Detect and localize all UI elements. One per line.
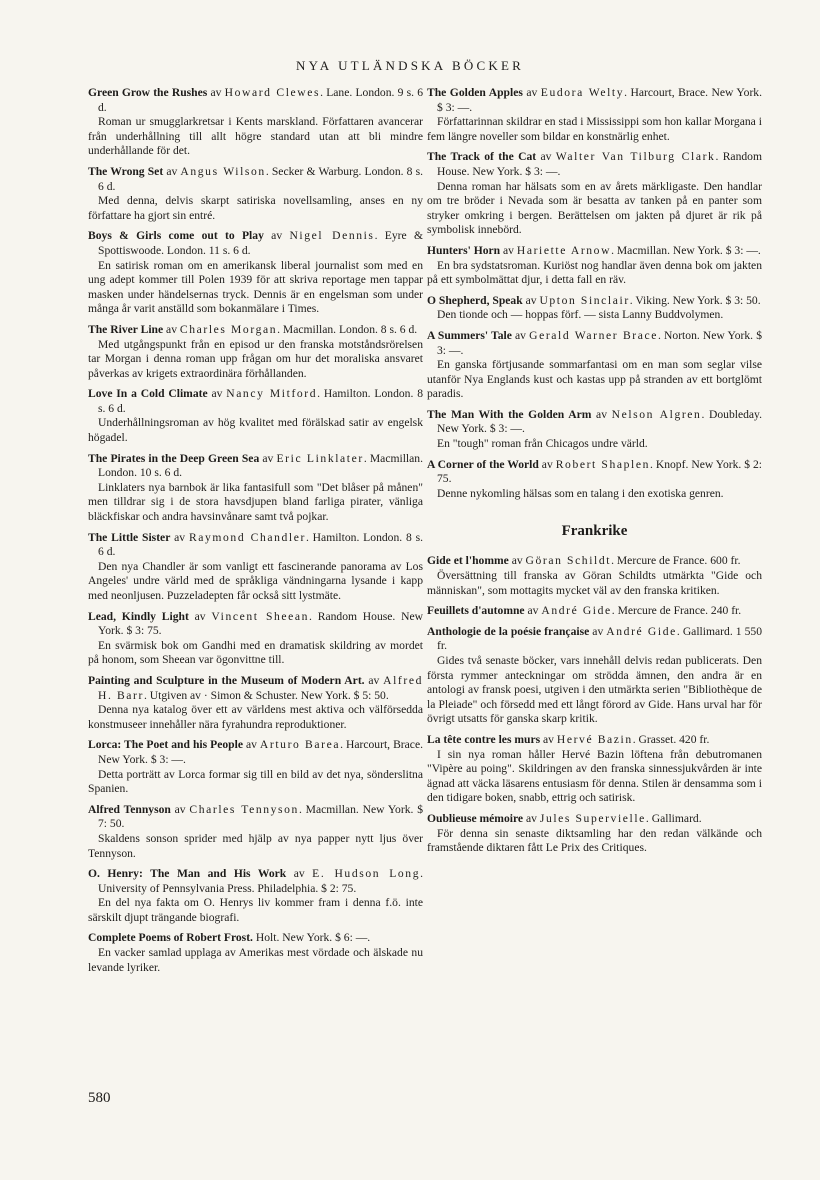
book-description: Denna roman har hälsats som en av årets märkligaste. Den handlar om tre bröder i Nevada som är besatta av tanken på en panter som stryker omkring i bergen. Berättelsen om jakten på djuret är rik på symbolisk innebörd. — [427, 179, 762, 237]
book-author: Robert Shaplen — [555, 457, 650, 471]
book-description: Denna nya katalog över ett av världens mest aktiva och välförsedda konstmuseer innehåller nära fyrahundra reproduktioner. — [88, 703, 423, 731]
publisher-info: Macmillan. New York. $ 3: —. — [616, 243, 761, 257]
book-description: Den nya Chandler är som vanligt ett fascinerande panorama av Los Angeles' undre värld med de språkliga vändningarna lysande i kapp med neonljusen. Puzzeladepten får också sitt lystmäte. — [88, 559, 423, 602]
publisher-info: Lane. London. 9 s. 6 d. — [98, 86, 423, 114]
book-entry — [88, 931, 423, 975]
book-author: Charles Tennyson — [189, 802, 299, 816]
publisher-info: Gallimard. — [651, 811, 702, 825]
publisher-info: Holt. New York. $ 6: —. — [255, 931, 371, 945]
publisher-info: Random House. New York. $ 3: —. — [437, 150, 762, 178]
book-entry — [427, 812, 762, 856]
publisher-info: Doubleday. New York. $ 3: —. — [437, 407, 762, 436]
publisher-info: Gallimard. 1 550 fr. — [437, 624, 762, 653]
book-title: Complete Poems of Robert Frost. — [88, 931, 253, 945]
book-entry — [88, 323, 423, 381]
book-title: Boys & Girls come out to Play — [88, 229, 264, 243]
entry-heading: La tête contre les murs av Hervé Bazin. Grasset. 420 fr. — [427, 732, 710, 746]
entry-heading: Anthologie de la poésie française av André Gide. Gallimard. 1 550 fr. — [427, 624, 762, 653]
entry-heading: The Pirates in the Deep Green Sea av Eric Linklater. Macmillan. London. 10 s. 6 d. — [88, 451, 423, 480]
book-entry — [88, 674, 423, 732]
book-entry — [88, 867, 423, 925]
entry-heading: Alfred Tennyson av Charles Tennyson. Macmillan. New York. $ 7: 50. — [88, 802, 423, 831]
book-title: The River Line — [88, 322, 164, 336]
book-author: Raymond Chandler — [188, 530, 306, 544]
book-title: The Man With the Golden Arm — [427, 407, 592, 421]
book-author: Nancy Mitford — [226, 387, 318, 401]
book-author: Vincent Sheean — [211, 609, 310, 623]
publisher-info: Mercure de France. 240 fr. — [617, 604, 742, 618]
book-entry — [427, 554, 762, 598]
book-author: Alfred H. Barr — [98, 673, 423, 702]
book-author: Jules Supervielle — [539, 811, 646, 825]
book-description: I sin nya roman håller Hervé Bazin löftena från debutromanen "Vipère au poing". Skildringen av den franska sinnessjukvården är inte ägnad att väcka läsarens entusiasm för denna. Stilen är densamma som i den tidigare boken, snabb, ettrig och satirisk. — [427, 747, 762, 805]
book-description: Översättning till franska av Göran Schildts utmärkta "Gide och människan", som mottagits mycket väl av den franska kritiken. — [427, 569, 762, 597]
publisher-info: Macmillan. London. 8 s. 6 d. — [282, 322, 418, 336]
book-entry — [427, 244, 762, 288]
entry-heading: The Little Sister av Raymond Chandler. Hamilton. London. 8 s. 6 d. — [88, 530, 423, 559]
right-column-entries — [427, 86, 762, 501]
book-title: The Wrong Set — [88, 164, 164, 178]
book-entry — [88, 165, 423, 223]
book-entry — [427, 150, 762, 238]
entry-heading: Lorca: The Poet and his People av Arturo Barea. Harcourt, Brace. New York. $ 3: —. — [88, 738, 423, 766]
book-title: The Track of the Cat — [427, 150, 537, 164]
book-author: André Gide — [541, 604, 612, 618]
entry-heading: The River Line av Charles Morgan. Macmillan. London. 8 s. 6 d. — [88, 322, 418, 336]
book-entry — [427, 625, 762, 727]
publisher-info: Utgiven av · Simon & Schuster. New York. $ 5: 50. — [149, 688, 389, 702]
book-title: A Corner of the World — [427, 457, 539, 471]
book-author: Walter Van Tilburg Clark — [555, 150, 716, 164]
publisher-info: Eyre & Spottiswoode. London. 11 s. 6 d. — [98, 229, 423, 257]
publisher-info: Knopf. New York. $ 2: 75. — [437, 457, 763, 486]
book-description: För denna sin senaste diktsamling har den redan välkände och framstående diktaren fått Le Prix des Critiques. — [427, 826, 762, 855]
entry-heading: Hunters' Horn av Hariette Arnow. Macmillan. New York. $ 3: —. — [427, 243, 761, 257]
publisher-info: Hamilton. London. 8 s. 6 d. — [98, 530, 423, 559]
publisher-info: Macmillan. London. 10 s. 6 d. — [98, 451, 423, 480]
entry-heading: The Wrong Set av Angus Wilson. Secker & Warburg. London. 8 s. 6 d. — [88, 164, 423, 193]
book-entry — [88, 387, 423, 445]
book-title: Gide et l'homme — [427, 554, 509, 568]
book-title: The Pirates in the Deep Green Sea — [88, 451, 260, 465]
book-author: Upton Sinclair — [539, 293, 630, 307]
entry-heading: The Golden Apples av Eudora Welty. Harcourt, Brace. New York. $ 3: —. — [427, 86, 762, 114]
book-title: Alfred Tennyson — [88, 802, 171, 816]
entry-heading: The Track of the Cat av Walter Van Tilburg Clark. Random House. New York. $ 3: —. — [427, 150, 762, 178]
book-author: Eudora Welty — [540, 86, 625, 99]
entry-heading: Gide et l'homme av Göran Schildt. Mercure de France. 600 fr. — [427, 554, 741, 568]
book-entry — [427, 329, 762, 402]
book-description: Detta porträtt av Lorca formar sig till en bild av det nya, sönderslitna Spanien. — [88, 767, 423, 796]
section-title-frankrike: Frankrike — [561, 523, 628, 540]
book-author: André Gide — [606, 624, 677, 638]
book-title: O. Henry: The Man and His Work — [88, 867, 287, 881]
book-entry — [88, 531, 423, 604]
book-title: The Little Sister — [88, 530, 171, 544]
book-author: Arturo Barea — [259, 738, 341, 752]
book-description: En ganska förtjusande sommarfantasi om en man som seglar vilse utanför Nya Englands kust och kastas upp på stranden av ett bortglömt paradis. — [427, 358, 762, 401]
book-description: En del nya fakta om O. Henrys liv kommer fram i denna f.ö. inte särskilt djupt trängande biografi. — [88, 896, 423, 924]
publisher-info: Random House. New York. $ 3: 75. — [98, 609, 423, 638]
book-description: En bra sydstatsroman. Kuriöst nog handlar även denna bok om jakten på ett symbolmättat djur, i detta fall en räv. — [427, 258, 762, 287]
book-description: Underhållningsroman av hög kvalitet med förälskad satir av engelsk högadel. — [88, 416, 423, 445]
book-title: Lead, Kindly Light — [88, 609, 189, 623]
book-title: Hunters' Horn — [427, 243, 501, 257]
book-entry — [427, 294, 762, 323]
book-entry — [427, 604, 762, 619]
entry-heading: Green Grow the Rushes av Howard Clewes. Lane. London. 9 s. 6 d. — [88, 86, 423, 114]
entry-heading: Boys & Girls come out to Play av Nigel Dennis. Eyre & Spottiswoode. London. 11 s. 6 d. — [88, 229, 423, 257]
book-title: Oublieuse mémoire — [427, 811, 524, 825]
book-description: Linklaters nya barnbok är lika fantasifull som "Det blåser på månen" men tilldrar sig i de stora havsdjupen bland farliga pirater, vänliga bläckfiskar och andra havsinvånare samt två pojkar. — [88, 480, 423, 524]
right-column-france-entries — [427, 554, 762, 855]
book-title: Lorca: The Poet and his People — [88, 738, 243, 752]
book-entry — [88, 738, 423, 796]
book-entry — [88, 803, 423, 861]
book-author: Göran Schildt — [525, 554, 612, 568]
entry-heading: The Man With the Golden Arm av Nelson Algren. Doubleday. New York. $ 3: —. — [427, 407, 762, 436]
book-entry — [88, 452, 423, 525]
book-entry — [427, 733, 762, 806]
book-description: Med utgångspunkt från en episod ur den franska motståndsrörelsen tar Morgan i denna roman upp frågan om hur det moraliska ansvaret påverkas av krigets extraordinära förhållanden. — [88, 337, 423, 380]
book-entry — [88, 229, 423, 317]
book-description: Roman ur smugglarkretsar i Kents marskland. Författaren avancerar från underhållning till allt högre standard utan att bli mindre underhållande för det. — [88, 115, 423, 158]
page-number: 580 — [88, 1090, 111, 1106]
book-title: The Golden Apples — [427, 86, 523, 99]
book-description: Gides två senaste böcker, vars innehåll delvis redan publicerats. Den första rymmer anteckningar om strödda ämnen, den andra är en antologi av fransk poesi, utgiven i den utmärkta serien "Bibliothèque de la Pleiade" och försedd med ett långt förord av Gide. Hans urval har för övrigt utsatts för ganska skarp kritik. — [427, 654, 762, 726]
book-entry — [88, 610, 423, 668]
book-title: O Shepherd, Speak — [427, 293, 523, 307]
book-author: Howard Clewes — [224, 86, 321, 99]
entry-heading: Lead, Kindly Light av Vincent Sheean. Random House. New York. $ 3: 75. — [88, 609, 423, 638]
publisher-info: Secker & Warburg. London. 8 s. 6 d. — [98, 164, 423, 193]
book-entry — [427, 458, 762, 502]
publisher-info: Norton. New York. $ 3: —. — [437, 328, 763, 357]
book-description: En svärmisk bok om Gandhi med en dramatisk skildring av mordet på honom, som Sheean var ögonvittne till. — [88, 638, 423, 667]
book-title: A Summers' Tale — [427, 328, 512, 342]
book-description: Den tionde och — hoppas förf. — sista Lanny Buddvolymen. — [437, 308, 724, 322]
publisher-info: Harcourt, Brace. New York. $ 3: —. — [98, 738, 423, 766]
entry-heading: A Summers' Tale av Gerald Warner Brace. Norton. New York. $ 3: —. — [427, 328, 763, 357]
book-author: Hariette Arnow — [516, 243, 612, 257]
book-description: Skaldens sonson sprider med hjälp av nya papper nytt ljus över Tennyson. — [88, 831, 423, 860]
book-title: Feuillets d'automne — [427, 604, 525, 618]
book-author: Nelson Algren — [611, 407, 702, 421]
entry-heading — [88, 931, 423, 946]
publisher-info: Harcourt, Brace. New York. $ 3: —. — [437, 86, 762, 114]
entry-heading: Painting and Sculpture in the Museum of Modern Art. av Alfred H. Barr. Utgiven av · Simon & Schuster. New York. $ 5: 50. — [88, 673, 423, 702]
entry-heading: O. Henry: The Man and His Work av E. Hudson Long. University of Pennsylvania Press. Philadelphia. $ 2: 75. — [88, 867, 423, 895]
book-author: Eric Linklater — [276, 451, 364, 465]
publisher-info: University of Pennsylvania Press. Philadelphia. $ 2: 75. — [98, 881, 357, 895]
book-description: Denne nykomling hälsas som en talang i den exotiska genren. — [437, 486, 724, 500]
book-author: E. Hudson Long — [312, 867, 421, 881]
book-title: Painting and Sculpture in the Museum of Modern Art. — [88, 673, 365, 687]
book-author: Angus Wilson — [180, 164, 266, 178]
book-entry — [88, 86, 423, 159]
book-entry — [427, 86, 762, 144]
publisher-info: Hamilton. London. 8 s. 6 d. — [98, 387, 423, 415]
book-author: Nigel Dennis — [289, 229, 375, 243]
book-title: Anthologie de la poésie française — [427, 624, 590, 638]
book-description: En vacker samlad upplaga av Amerikas mest vördade och älskade nu levande lyriker. — [88, 946, 423, 974]
entry-heading: A Corner of the World av Robert Shaplen. Knopf. New York. $ 2: 75. — [427, 457, 763, 486]
book-title: La tête contre les murs — [427, 732, 541, 746]
publisher-info: Mercure de France. 600 fr. — [616, 554, 741, 568]
book-description: En satirisk roman om en amerikansk liberal journalist som med en ung adept kommer till Polen 1939 för att skriva reportage men tappar masken under händelsernas tryck. Dennis är en engelsman som under många år varit anställd som bokanmälare i Times. — [88, 258, 423, 316]
book-description: Författarinnan skildrar en stad i Mississippi som hon kallar Morgana i fem längre noveller som bildar en konstnärlig enhet. — [427, 115, 762, 143]
running-head: NYA UTLÄNDSKA BÖCKER — [296, 58, 524, 73]
book-author: Charles Morgan — [179, 322, 278, 336]
book-author: Hervé Bazin — [556, 732, 633, 746]
entry-heading: Love In a Cold Climate av Nancy Mitford. Hamilton. London. 8 s. 6 d. — [88, 387, 423, 415]
book-title: Green Grow the Rushes — [88, 86, 208, 99]
publisher-info: Viking. New York. $ 3: 50. — [635, 293, 761, 307]
book-title: Love In a Cold Climate — [88, 387, 208, 401]
publisher-info: Grasset. 420 fr. — [638, 732, 710, 746]
book-author: Gerald Warner Brace — [529, 328, 658, 342]
book-entry — [427, 408, 762, 452]
book-description: En "tough" roman från Chicagos undre värld. — [437, 437, 648, 451]
left-column — [88, 86, 423, 981]
entry-heading: Feuillets d'automne av André Gide. Mercure de France. 240 fr. — [427, 604, 742, 618]
publisher-info: Macmillan. New York. $ 7: 50. — [98, 802, 423, 831]
right-column — [427, 86, 762, 862]
book-description: Med denna, delvis skarpt satiriska novellsamling, anses en ny författare ha gjort sin entré. — [88, 194, 423, 222]
entry-heading: Oublieuse mémoire av Jules Supervielle. Gallimard. — [427, 811, 702, 825]
entry-heading: O Shepherd, Speak av Upton Sinclair. Viking. New York. $ 3: 50. — [427, 293, 761, 307]
